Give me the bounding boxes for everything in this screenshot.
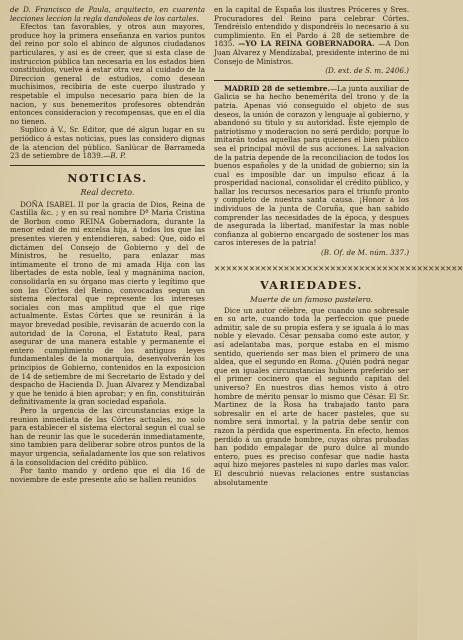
intro-paragraph-3 xyxy=(10,126,205,160)
intro-paragraph-1: de D. Francisco de Paula, arquitecto, en cuarenta lecciones leccion la regla dandoleas de los cartales. xyxy=(10,5,205,23)
continued-text-2: —A Don Juan Alvarez y Mendizabal, presidente interino de mi Consejo de Ministros. xyxy=(214,39,410,66)
variedades-paragraph-1: Dice un autor célebre, que cuando uno sobresale en su arte, cuando toda la perfeccion que puede admitir, sale de su propia esfera y se iguala á lo mas noble y elevado. César pensaba como este autor, y así adelantaba mas, porque estaba en el mismo sentido, queriendo ser mas bien el primero de una aldea, que el segundo en Roma. ¿Quién podrá negar que en iguales circunstancias hubiera preferido ser el primer cocinero que el segundo capitan del universo? En nuestros dias hemos visto á otro hombre de mérito pensar lo mismo que César. El Sr. Martinez de la Rosa ha trabajado tanto para sobresalir en el arte de hacer pasteles, que su nombre será inmortal, y la patria debe sentir con razon la pérdida que esperimenta. En efecto, hemos perdido á un grande hombre, cuyas obras probadas han podido empalagar de puro dulce al mundo entero, pues es preciso confesar que nadie hasta aquí hizo mejores pasteles ni supo darles mas valor. El descubrió nuevas relaciones entre sustancias absolutamente xyxy=(214,305,409,487)
intro-paragraph-3-text: Suplico á V., Sr. Editor, que dé algun lugar en su periódico á estas noticias, pues las considero dignas de la atencion del público. Sanlúcar de Barrameda 23 de setiembre de 1839. xyxy=(10,125,205,161)
intro-signature: —B. P. xyxy=(103,151,126,161)
right-column xyxy=(214,5,463,636)
variedades-heading: VARIEDADES. xyxy=(260,278,363,292)
page-columns xyxy=(10,5,463,636)
decreto-paragraph-1: DOÑA ISABEL II por la gracia de Dios, Reina de Castilla &c. ; y en su real nombre Dª Maria Cristina de Borbon como REINA Gobernadora, durante la menor edad de mi excelsa hija, á todos los que las presentes vieren y entendieren, sabed: Que, oido el dictámen del Consejo de Gobierno y del de Ministros, he resuelto, para enlazar mas intimamente el trono de mi amada Hija con las libertades de esta noble, leal y magnánima nacion, consolidarla en su órgano mas cierto y legítimo que son las Córtes del Reino, convocadas segun un sistema electoral que represente los intereses sociales con mas amplitud que el que rige actualmente. Estas Córtes que se reunirán á la mayor brevedad posible, revisarán de acuerdo con la autoridad de la Corona, el Estatuto Real, para asegurar de una manera estable y permanente el entero cumplimiento de los antiguos leyes fundamentales de la monarquía, desenvolverán los principios de Gobierno, contenidos en la exposicion de 14 de setiembre de mi Secretario de Estado y del despacho de Hacienda D. Juan Alvarez y Mendizabal y que he tenido á bien aprobar; y en fin, constituirán definitivamente la gran sociedad española. xyxy=(10,199,205,407)
source-citation-2: (B. Of. de M. núm. 337.) xyxy=(320,248,409,258)
decreto-paragraph-3: Por tanto mando y ordeno que el dia 16 de noviembre de este presente año se hallen reunidos xyxy=(10,466,205,484)
variedades-subheading: Muerte de un famoso pastelero. xyxy=(250,294,373,304)
continued-text: en la capital de España los ilustres Próceres y Sres. Procuradores del Reino para celebrar Córtes. Tendréislo entendido y dispondréis lo necesario á su cumplimiento. En el Pardo á 28 de setiembre de 1835. xyxy=(214,5,409,49)
ornamental-divider: ✕✕✕✕✕✕✕✕✕✕✕✕✕✕✕✕✕✕✕✕✕✕✕✕✕✕✕✕✕✕✕✕✕✕✕✕✕✕✕✕✕✕✕ xyxy=(214,263,463,273)
section-divider xyxy=(10,165,205,166)
intro-paragraph-2: Efectos tan favorables, y otros aun mayores, produce hoy la primera enseñanza en varios puntos del reino por solo el abinco de algunos ciudadanos particulares, y asi es de creer, que si esta clase de instruccion pública tan necesaria en los estados bien constituidos, vuelve á estar otra vez al cuidado de la Direccion general de estudios, como desean muchísimos, recibiria de este cuerpo ilustrado y respetable el impulso necesario para bien de la nacion, y sus benemeritos profesores obtendrán entonces consideracion y recompensas, que en el dia no tienen. xyxy=(10,22,205,126)
royal-signature: —YO LA REINA GOBERNADORA. xyxy=(238,39,375,49)
madrid-dateline: MADRID 28 de setiembre. xyxy=(224,83,330,93)
noticias-heading: NOTICIAS. xyxy=(67,171,148,185)
section-divider-2 xyxy=(214,80,409,81)
source-citation-1: (D. ext. de S. m. 2406.) xyxy=(325,66,409,76)
continued-paragraph xyxy=(214,6,409,66)
madrid-paragraph xyxy=(214,85,409,248)
left-column xyxy=(10,6,205,636)
decreto-subheading: Real decreto. xyxy=(80,187,135,197)
decreto-paragraph-2: Pero la urgencia de las circunstancias exige la reunion inmediata de las Córtes actuales, no solo para establecer el sistema electoral segun el cual se han de reunir las que le sucederán inmediatamente, sino tambien para deliberar sobre otros puntos de la mayor urgencia, señaladamente los que son relativos á la consolidacion del crédito público. xyxy=(10,405,205,467)
madrid-text: —La junta auxiliar de Galicia se ha hecho benemérita del trono y de la patria. Apenas vió conseguido el objeto de sus deseos, la unión de corazon y lenguaje al gobierno, y abandonó su titulo y su autoridad. Este ejemplo de patriotismo y moderacion no será perdido; porque lo imitarán todas aquellas para quienes el bien público sea el principal móvil de sus acciones. La salvacion de la patria depende de la reconciliacion de todos los buenos españoles y de la unidad de gobierno; sin la cual es imposible dar un impulso eficaz á la prosperidad nacional, consolidar el crédito público, y hallar los recursos necesarios para el triunfo pronto y completo de nuestra santa causa. ¡Honor á los individuos de la junta de Coruña, que han sabido comprender las necesidades de la época, y despues de asegurada la libertad, manifestar la mas noble confianza al gobierno encargado de sostener los mas caros intereses de la patria! xyxy=(214,83,409,248)
